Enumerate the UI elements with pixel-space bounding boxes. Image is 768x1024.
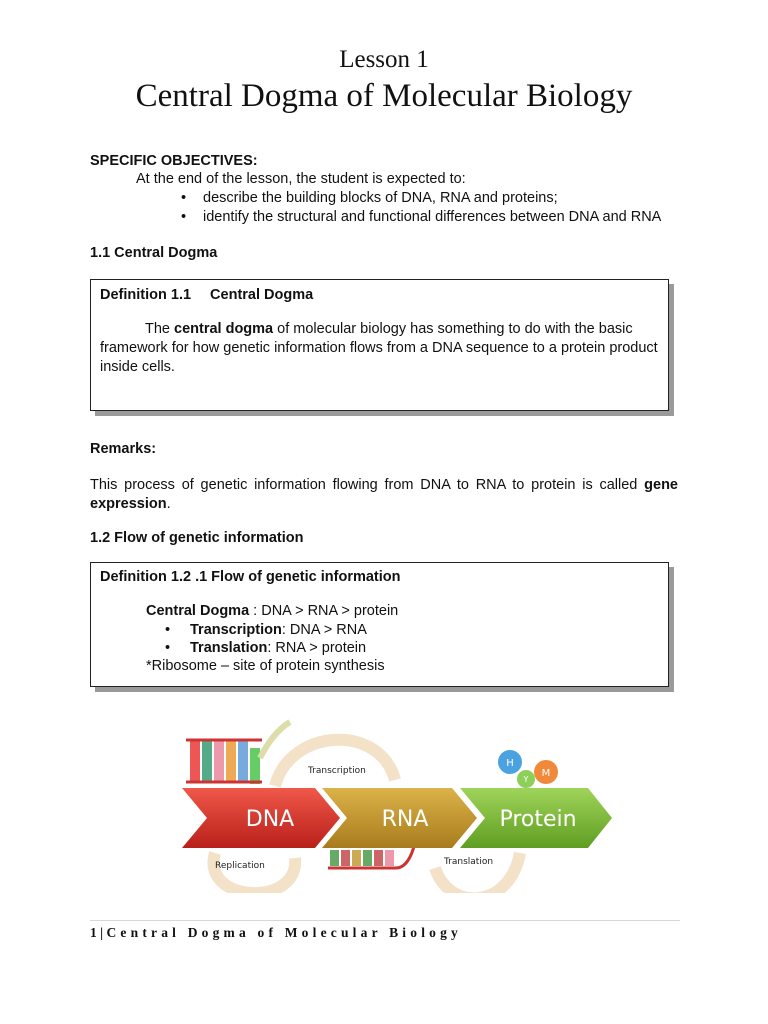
transcription-line: • Transcription: DNA > RNA	[165, 622, 367, 638]
page-number: 1	[90, 925, 97, 940]
remarks-term: gene expression	[90, 477, 678, 512]
translation-label: Translation	[444, 857, 494, 867]
rna-arrow-label: RNA	[381, 807, 429, 832]
page-footer	[90, 925, 462, 941]
footer-separator: |	[96, 925, 107, 940]
section-heading-1-2: 1.2 Flow of genetic information	[90, 530, 304, 546]
ribosome-note: *Ribosome – site of protein synthesis	[146, 658, 385, 674]
definition-box-1-1	[90, 279, 669, 411]
definition-box-1-2	[90, 562, 669, 687]
objective-item	[181, 190, 558, 206]
definition-term: central dogma	[174, 321, 274, 337]
transcription-loop	[275, 740, 395, 786]
document-title: Central Dogma of Molecular Biology	[135, 78, 633, 114]
protein-arrow-label: Protein	[499, 807, 577, 832]
definition-title	[100, 287, 659, 303]
dna-arrow-label: DNA	[245, 807, 295, 832]
translation-line: • Translation: RNA > protein	[165, 640, 367, 656]
remarks-text: This process of genetic information flowing from DNA to RNA to protein is called gene expression.	[90, 477, 678, 512]
replication-label: Replication	[215, 861, 265, 871]
objective-item	[181, 209, 661, 225]
molecule-h-label: H	[506, 758, 514, 769]
definition-body: The central dogma of molecular biology has something to do with the basic framework for how genetic information flows from a DNA sequence to a protein product inside cells.	[100, 321, 658, 375]
transcription-label: Transcription	[308, 766, 366, 776]
section-heading-1-1: 1.1 Central Dogma	[90, 245, 218, 261]
central-dogma-diagram	[180, 718, 620, 893]
molecule-y-label: Y	[523, 775, 529, 784]
objective-text: describe the building blocks of DNA, RNA and proteins;	[203, 190, 558, 206]
footer-rule	[90, 920, 680, 921]
bullet-icon: •	[165, 640, 171, 656]
definition-name: Central Dogma	[210, 287, 314, 303]
bullet-icon: •	[181, 190, 187, 206]
objective-text: identify the structural and functional differences between DNA and RNA	[203, 209, 662, 225]
replication-loop	[213, 853, 295, 893]
molecule-m-label: M	[541, 768, 551, 779]
bullet-icon: •	[181, 209, 187, 225]
footer-title: Central Dogma of Molecular Biology	[106, 925, 463, 940]
remarks-heading: Remarks:	[90, 441, 157, 457]
lesson-label: Lesson 1	[339, 46, 429, 73]
dogma-line: Central Dogma : DNA > RNA > protein	[146, 603, 399, 619]
objectives-intro: At the end of the lesson, the student is expected to:	[136, 171, 466, 187]
objectives-heading: SPECIFIC OBJECTIVES:	[90, 153, 258, 169]
definition-title: Definition 1.2 .1 Flow of genetic information	[100, 569, 401, 585]
bullet-icon: •	[165, 622, 171, 638]
definition-label: Definition 1.1	[100, 287, 192, 303]
